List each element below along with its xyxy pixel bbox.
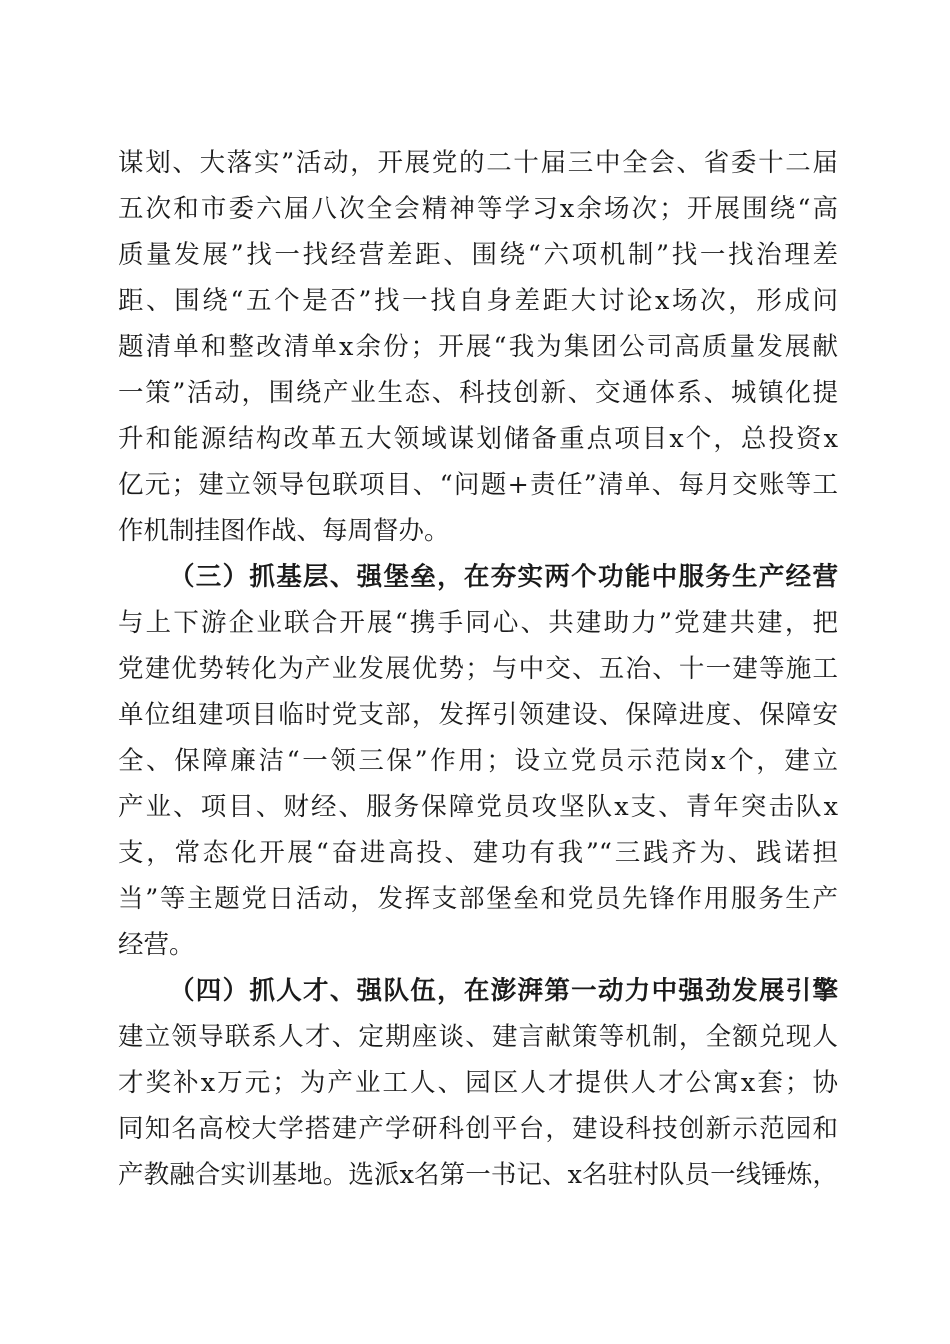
paragraph-2-line-1: 与上下游企业联合开展“携手同心、共建助力”党建共建，把 — [118, 608, 838, 638]
section-heading-4: （四）抓人才、强队伍，在澎湃第一动力中强劲发展引擎 — [169, 976, 838, 1006]
paragraph-1-line-2: 五次和市委六届八次全会精神等学习x余场次；开展围绕“高 — [118, 194, 838, 224]
paragraph-1-line-5: 题清单和整改清单x余份；开展“我为集团公司高质量发展献 — [118, 332, 838, 362]
paragraph-2-line-8: 经营。 — [118, 930, 195, 960]
paragraph-1-line-1: 谋划、大落实”活动，开展党的二十届三中全会、省委十二届 — [118, 148, 838, 178]
paragraph-3-line-4: 产教融合实训基地。选派x名第一书记、x名驻村队员一线锤炼， — [118, 1160, 838, 1190]
paragraph-2-line-4: 全、保障廉洁“一领三保”作用；设立党员示范岗x个，建立 — [118, 746, 838, 776]
paragraph-2-line-3: 单位组建项目临时党支部，发挥引领建设、保障进度、保障安 — [118, 700, 838, 730]
paragraph-2-line-6: 支，常态化开展“奋进高投、建功有我”“三践齐为、践诺担 — [118, 838, 838, 868]
paragraph-1-line-4: 距、围绕“五个是否”找一找自身差距大讨论x场次，形成问 — [118, 286, 838, 316]
paragraph-1-line-9: 作机制挂图作战、每周督办。 — [118, 516, 450, 546]
paragraph-1-line-7: 升和能源结构改革五大领域谋划储备重点项目x个，总投资x — [118, 424, 838, 454]
paragraph-1-line-8: 亿元；建立领导包联项目、“问题+责任”清单、每月交账等工 — [118, 470, 838, 500]
paragraph-2-line-5: 产业、项目、财经、服务保障党员攻坚队x支、青年突击队x — [118, 792, 838, 822]
paragraph-2-line-2: 党建优势转化为产业发展优势；与中交、五冶、十一建等施工 — [118, 654, 838, 684]
section-heading-3: （三）抓基层、强堡垒，在夯实两个功能中服务生产经营 — [169, 562, 838, 592]
document-body — [118, 140, 838, 1198]
paragraph-1-line-3: 质量发展”找一找经营差距、围绕“六项机制”找一找治理差 — [118, 240, 838, 270]
paragraph-3-line-3: 同知名高校大学搭建产学研科创平台，建设科技创新示范园和 — [118, 1114, 838, 1144]
paragraph-3-line-1: 建立领导联系人才、定期座谈、建言献策等机制，全额兑现人 — [118, 1022, 838, 1052]
paragraph-1-line-6: 一策”活动，围绕产业生态、科技创新、交通体系、城镇化提 — [118, 378, 838, 408]
paragraph-2-line-7: 当”等主题党日活动，发挥支部堡垒和党员先锋作用服务生产 — [118, 884, 838, 914]
paragraph-3-line-2: 才奖补x万元；为产业工人、园区人才提供人才公寓x套；协 — [118, 1068, 838, 1098]
